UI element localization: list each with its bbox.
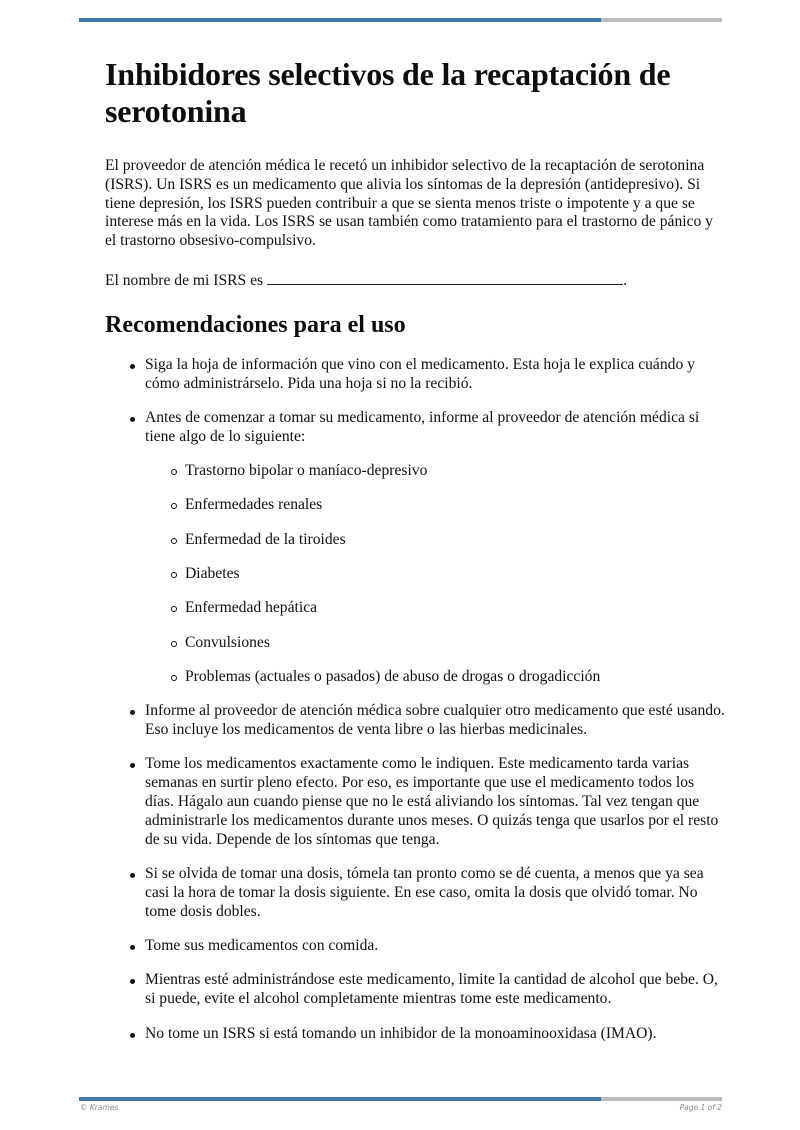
sublist-item — [185, 599, 725, 618]
list-item-text: Mientras esté administrándose este medicamento, limite la cantidad de alcohol que bebe. O, si puede, evite el alcohol completamente mientras tome este medicamento. — [145, 971, 718, 1008]
bullet-icon — [130, 710, 135, 715]
medication-name-label: El nombre de mi ISRS es — [105, 271, 264, 289]
circle-bullet-icon — [171, 675, 177, 681]
footer-rule-secondary — [601, 1097, 722, 1101]
list-item-text: Siga la hoja de información que vino con el medicamento. Esta hoja le explica cuándo y cómo administrárselo. Pida una hoja si no la recibió. — [145, 355, 695, 392]
sublist-item-text: Enfermedad de la tiroides — [185, 530, 346, 548]
circle-bullet-icon — [171, 538, 177, 544]
list-item — [145, 971, 725, 1009]
header-rule — [79, 18, 722, 22]
footer-rule-primary — [79, 1097, 601, 1101]
bullet-icon — [130, 763, 135, 768]
list-item — [145, 702, 725, 740]
list-item-text: Antes de comenzar a tomar su medicamento, informe al proveedor de atención médica si tiene algo de lo siguiente: — [145, 408, 700, 445]
page-indicator: Page 1 of 2 — [679, 1103, 722, 1112]
bullet-icon — [130, 979, 135, 984]
bullet-icon — [130, 873, 135, 878]
sublist-item-text: Problemas (actuales o pasados) de abuso de drogas o drogadicción — [185, 667, 601, 685]
bullet-icon — [130, 1033, 135, 1038]
list-item — [145, 409, 725, 687]
recommendations-list — [105, 356, 725, 1044]
list-item — [145, 1025, 725, 1044]
sublist-item — [185, 496, 725, 515]
section-heading: Recomendaciones para el uso — [105, 311, 406, 338]
medication-name-suffix: . — [623, 271, 627, 289]
bullet-icon — [130, 945, 135, 950]
list-item-text: Tome sus medicamentos con comida. — [145, 936, 379, 954]
circle-bullet-icon — [171, 469, 177, 475]
list-item — [145, 356, 725, 394]
document-body — [105, 56, 725, 1059]
intro-paragraph: El proveedor de atención médica le recetó un inhibidor selectivo de la recaptación de serotonina (ISRS). Un ISRS es un medicamento que alivia los síntomas de la depresión (antidepresivo). Si tiene depresión, los ISRS pueden contribuir a que se sienta menos triste o impotente y a que se interese más en la vida. Los ISRS se usan también como tratamiento para el trastorno de pánico y el trastorno obsesivo-compulsivo. — [105, 157, 713, 250]
list-item-text: Informe al proveedor de atención médica sobre cualquier otro medicamento que esté usando. Eso incluye los medicamentos de venta libre o las hierbas medicinales. — [145, 702, 725, 739]
circle-bullet-icon — [171, 641, 177, 647]
circle-bullet-icon — [171, 572, 177, 578]
document-title: Inhibidores selectivos de la recaptación de serotonina — [105, 56, 671, 129]
sublist-item-text: Enfermedades renales — [185, 496, 323, 514]
sublist-item — [185, 565, 725, 584]
sublist-item — [185, 462, 725, 481]
list-item-text: Si se olvida de tomar una dosis, tómela tan pronto como se dé cuenta, a menos que ya sea casi la hora de tomar la dosis siguiente. En ese caso, omita la dosis que olvidó tomar. No tome dosis dobles. — [145, 865, 704, 920]
footer-rule — [79, 1097, 722, 1101]
sublist-item-text: Enfermedad hepática — [185, 599, 318, 617]
sublist-item — [185, 668, 725, 687]
circle-bullet-icon — [171, 503, 177, 509]
sublist-item — [185, 634, 725, 653]
sublist-item-text: Diabetes — [185, 564, 240, 582]
sublist-item-text: Trastorno bipolar o maníaco-depresivo — [185, 462, 428, 480]
list-item-text: No tome un ISRS si está tomando un inhibidor de la monoaminooxidasa (IMAO). — [145, 1024, 657, 1042]
header-rule-secondary — [601, 18, 722, 22]
sublist-item-text: Convulsiones — [185, 633, 270, 651]
medication-name-blank — [267, 270, 623, 285]
medication-name-line — [105, 270, 725, 291]
bullet-icon — [130, 364, 135, 369]
sublist-item — [185, 531, 725, 550]
header-rule-primary — [79, 18, 601, 22]
bullet-icon — [130, 417, 135, 422]
list-item-text: Tome los medicamentos exactamente como le indiquen. Este medicamento tarda varias semanas en surtir pleno efecto. Por eso, es importante que use el medicamento todos los días. Hágalo aun cuando piense que no le está aliviando los síntomas. Tal vez tengan que administrarle los medicamentos durante unos meses. O quizás tenga que usarlos por el resto de su vida. Depende de los síntomas que tenga. — [145, 755, 719, 848]
copyright-notice: © Krames — [80, 1103, 119, 1112]
list-item — [145, 755, 725, 849]
list-item — [145, 937, 725, 956]
conditions-sublist — [145, 462, 725, 687]
list-item — [145, 865, 725, 921]
circle-bullet-icon — [171, 606, 177, 612]
